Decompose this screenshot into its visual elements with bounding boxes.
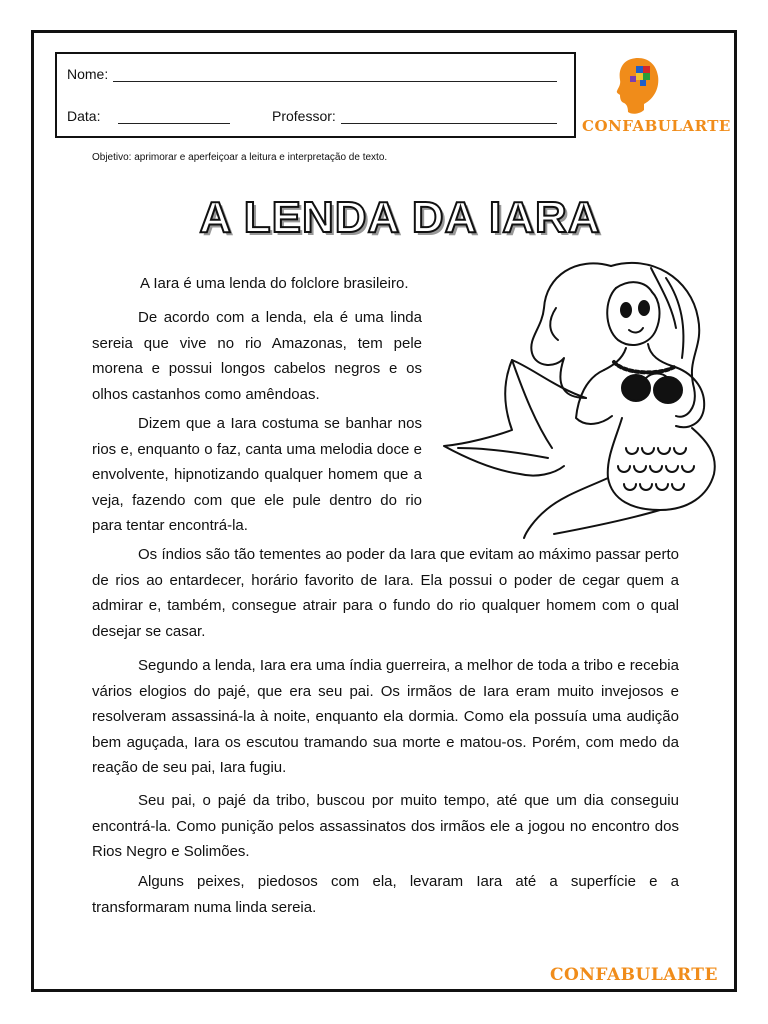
paragraph-7: Alguns peixes, piedosos com ela, levaram Iara até a superfície e a transformaram numa linda sereia. xyxy=(92,873,679,916)
name-line[interactable] xyxy=(113,67,557,82)
date-field[interactable] xyxy=(67,108,230,124)
date-label: Data: xyxy=(67,108,101,124)
teacher-line[interactable] xyxy=(341,109,557,124)
teacher-field[interactable] xyxy=(272,108,557,124)
paragraph-3: Dizem que a Iara costuma se banhar nos rios e, enquanto o faz, canta uma melodia doce e envolvente, hipnotizando qualquer homem que a veja, fazendo com que ele pule dentro do rio para tentar encontrá-la. xyxy=(92,415,422,534)
paragraph-2: De acordo com a lenda, ela é uma linda sereia que vive no rio Amazonas, tem pele morena e possui longos cabelos negros e os olhos castanhos como amêndoas. xyxy=(92,309,422,403)
page-title: A LENDA DA IARA xyxy=(199,193,601,242)
name-field[interactable] xyxy=(67,66,557,82)
teacher-label: Professor: xyxy=(272,108,336,124)
mermaid-illustration xyxy=(436,248,732,540)
footer-logo-text: CONFABULARTE xyxy=(550,965,718,985)
paragraph-5: Segundo a lenda, Iara era uma índia guerreira, a melhor de toda a tribo e recebia vários elogios do pajé, que era seu pai. Os irmãos de Iara eram muito invejosos e resolveram assassiná-la à noite, enquanto ela dormia. Como ela possuía uma audição bem aguçada, Iara os escutou tramando sua morte e matou-os. Porém, com medo da reação de seu pai, Iara fugiu. xyxy=(92,657,679,776)
paragraph-4: Os índios são tão tementes ao poder da Iara que evitam ao máximo passar perto de rios ao entardecer, horário favorito de Iara. Ela possui o poder de cegar quem a admirar e, também, consegue atrair para o fundo do rio qualquer homem com o qual desejar se casar. xyxy=(92,546,679,640)
date-line[interactable] xyxy=(118,109,230,124)
logo-text: CONFABULARTE xyxy=(582,117,731,135)
student-info-box xyxy=(55,52,576,138)
name-label: Nome: xyxy=(67,66,109,82)
objective-text: Objetivo: aprimorar e aperfeiçoar a leitura e interpretação de texto. xyxy=(92,152,388,163)
paragraph-1: A Iara é uma lenda do folclore brasileiro. xyxy=(140,275,409,292)
paragraph-6: Seu pai, o pajé da tribo, buscou por muito tempo, até que um dia conseguiu encontrá-la. Como punição pelos assassinatos dos irmãos ele a jogou no encontro dos Rios Negro e Solimões. xyxy=(92,792,679,860)
